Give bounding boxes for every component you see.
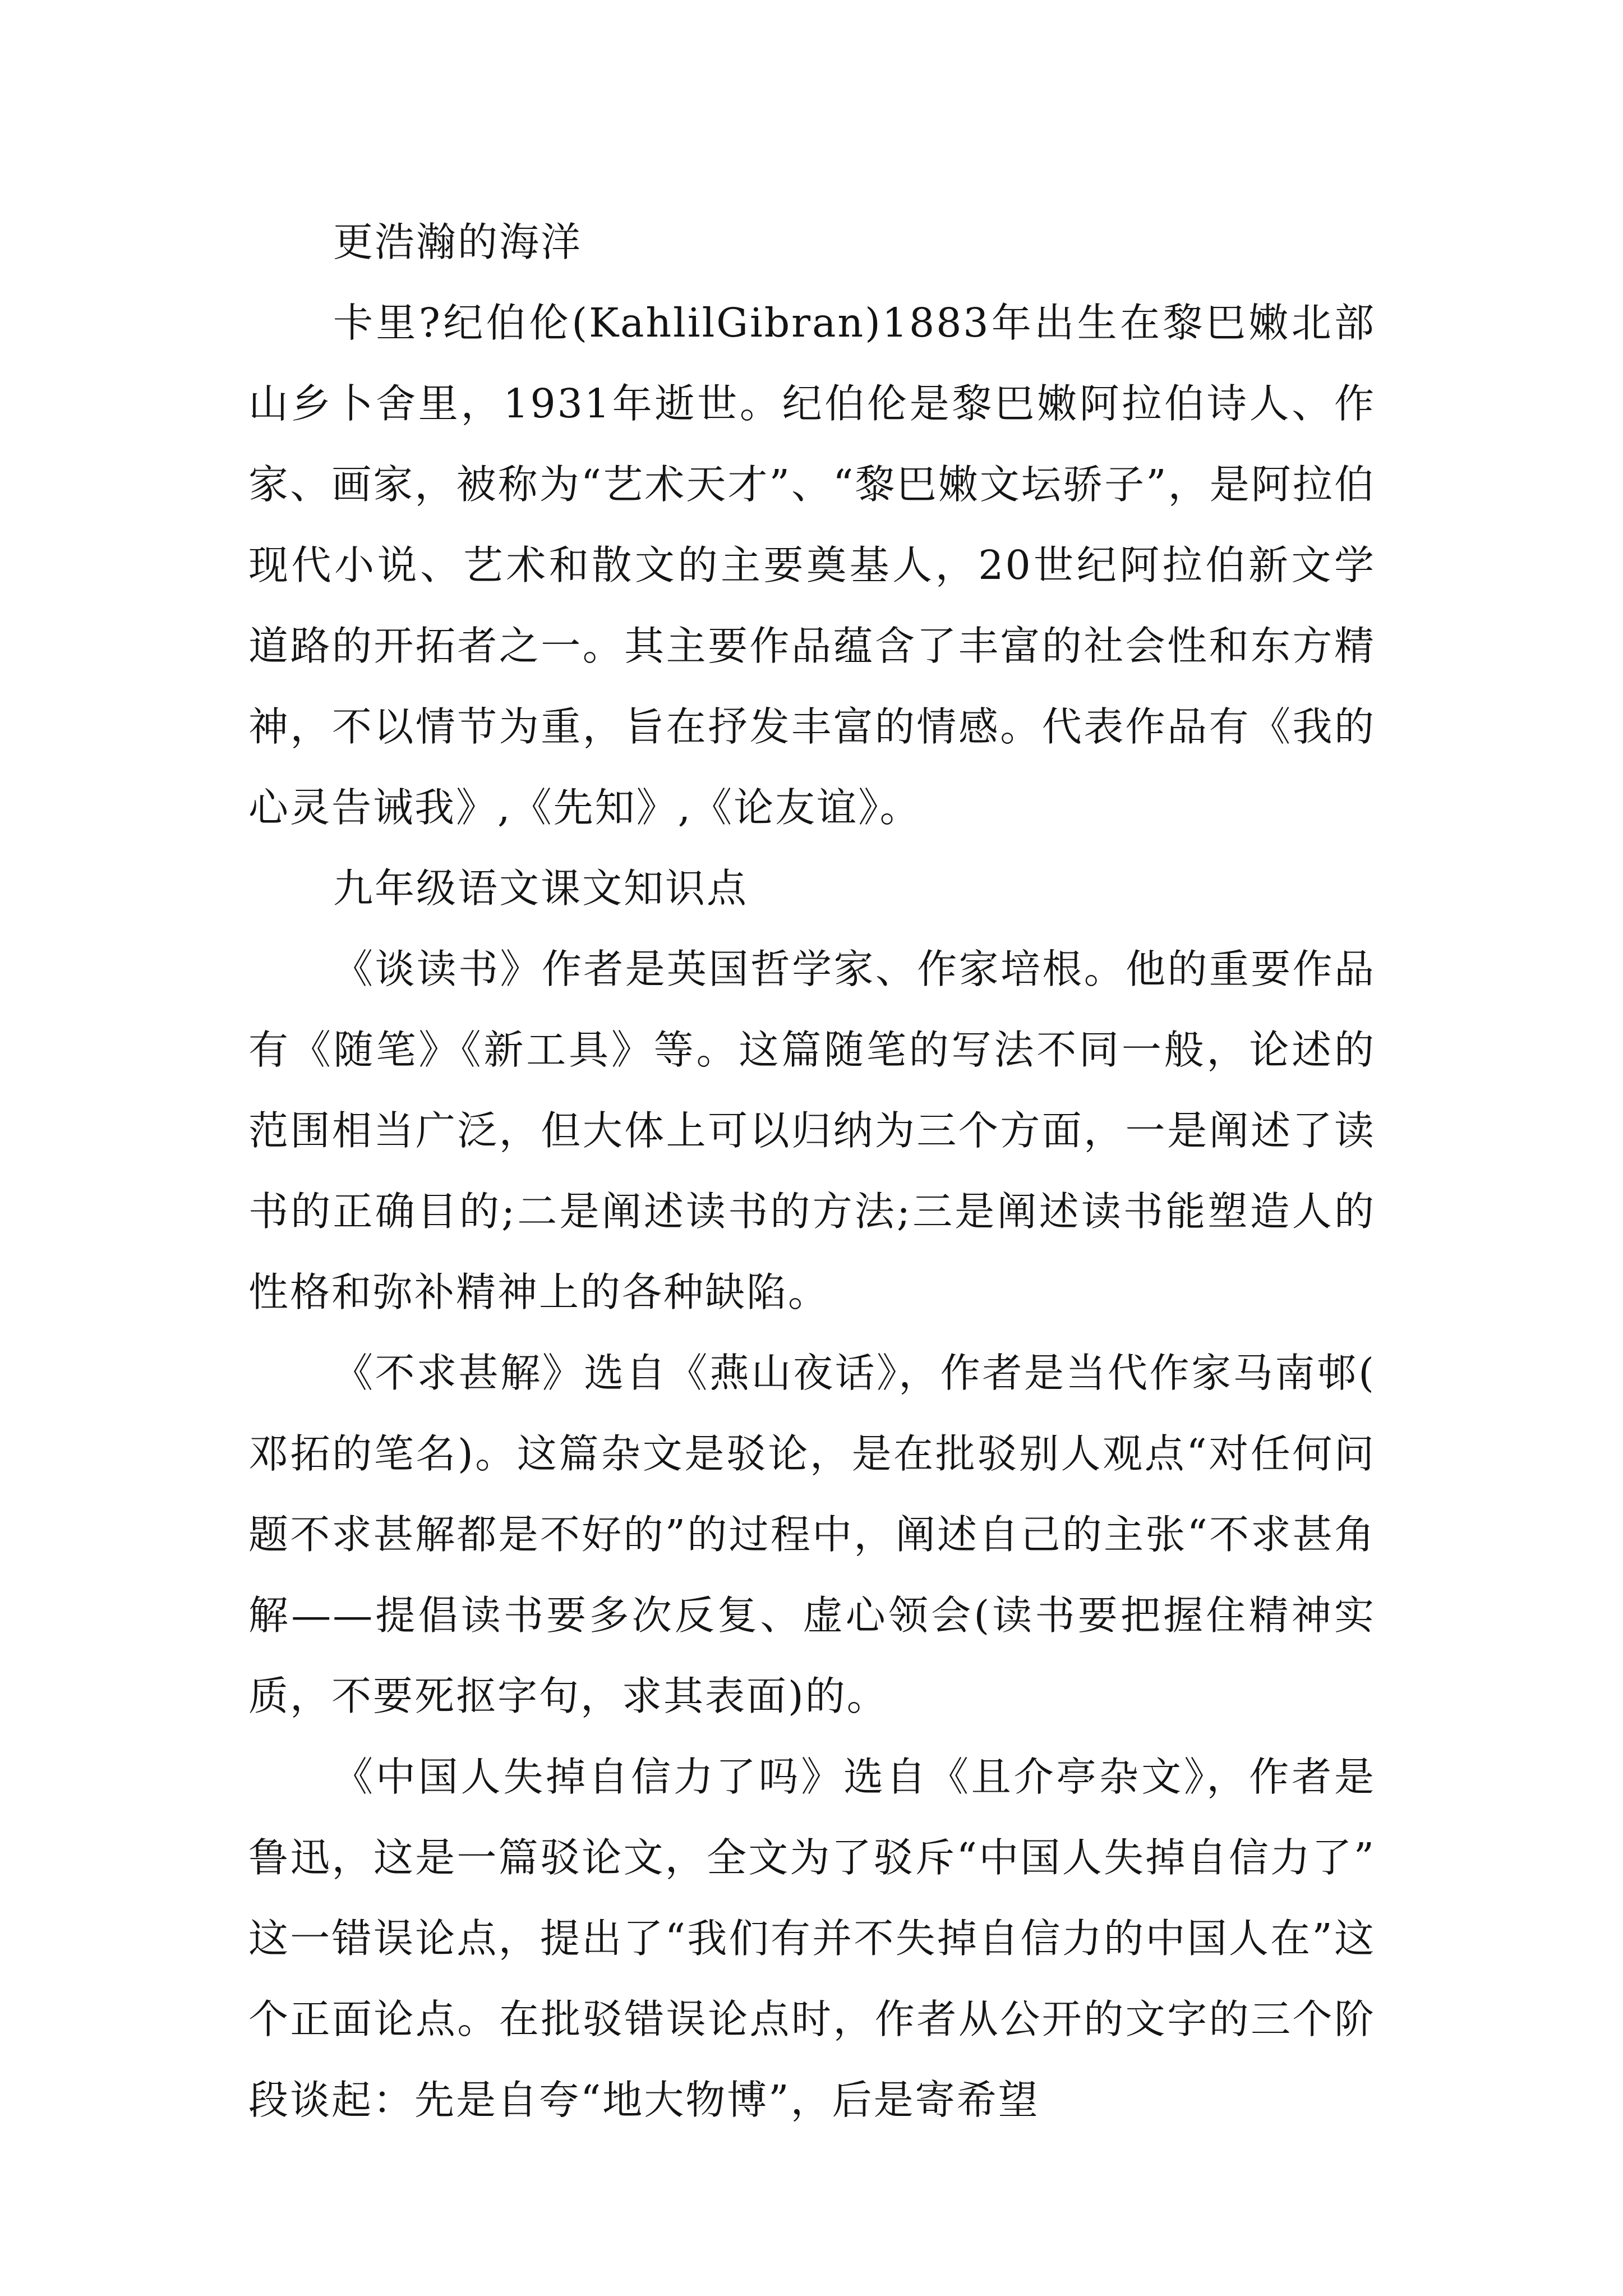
paragraph-on-reading: 《谈读书》作者是英国哲学家、作家培根。他的重要作品有《随笔》《新工具》等。这篇随笔的写法不同一般，论述的范围相当广泛，但大体上可以归纳为三个方面，一是阐述了读书的正确目的;二是阐述读书的方法;三是阐述读书能塑造人的性格和弥补精神上的各种缺陷。 (248, 946, 1376, 1315)
paragraph-gibran-bio: 卡里?纪伯伦(KahlilGibran)1883年出生在黎巴嫩北部山乡卜舍里，1931年逝世。纪伯伦是黎巴嫩阿拉伯诗人、作家、画家，被称为“艺术天才”、“黎巴嫩文坛骄子”，是阿拉伯现代小说、艺术和散文的主要奠基人，20世纪阿拉伯新文学道路的开拓者之一。其主要作品蕴含了丰富的社会性和东方精神，不以情节为重，旨在抒发丰富的情感。代表作品有《我的心灵告诫我》,《先知》,《论友谊》。 (248, 300, 1376, 831)
document-body (248, 202, 1376, 2141)
paragraph-self-confidence: 《中国人失掉自信力了吗》选自《且介亭杂文》，作者是鲁迅，这是一篇驳论文，全文为了驳斥“中国人失掉自信力了”这一错误论点，提出了“我们有并不失掉自信力的中国人在”这个正面论点。在批驳错误论点时，作者从公开的文字的三个阶段谈起：先是自夸“地大物博”，后是寄希望 (248, 1754, 1376, 2123)
paragraph-heading-ocean: 更浩瀚的海洋 (333, 219, 583, 265)
paragraph-heading-grade9: 九年级语文课文知识点 (333, 865, 749, 912)
paragraph-bu-qiu-shen-jie: 《不求甚解》选自《燕山夜话》，作者是当代作家马南邨(邓拓的笔名)。这篇杂文是驳论，是在批驳别人观点“对任何问题不求甚解都是不好的”的过程中，阐述自己的主张“不求甚角解——提倡读书要多次反复、虚心领会(读书要把握住精神实质，不要死抠字句，求其表面)的。 (248, 1350, 1376, 1719)
